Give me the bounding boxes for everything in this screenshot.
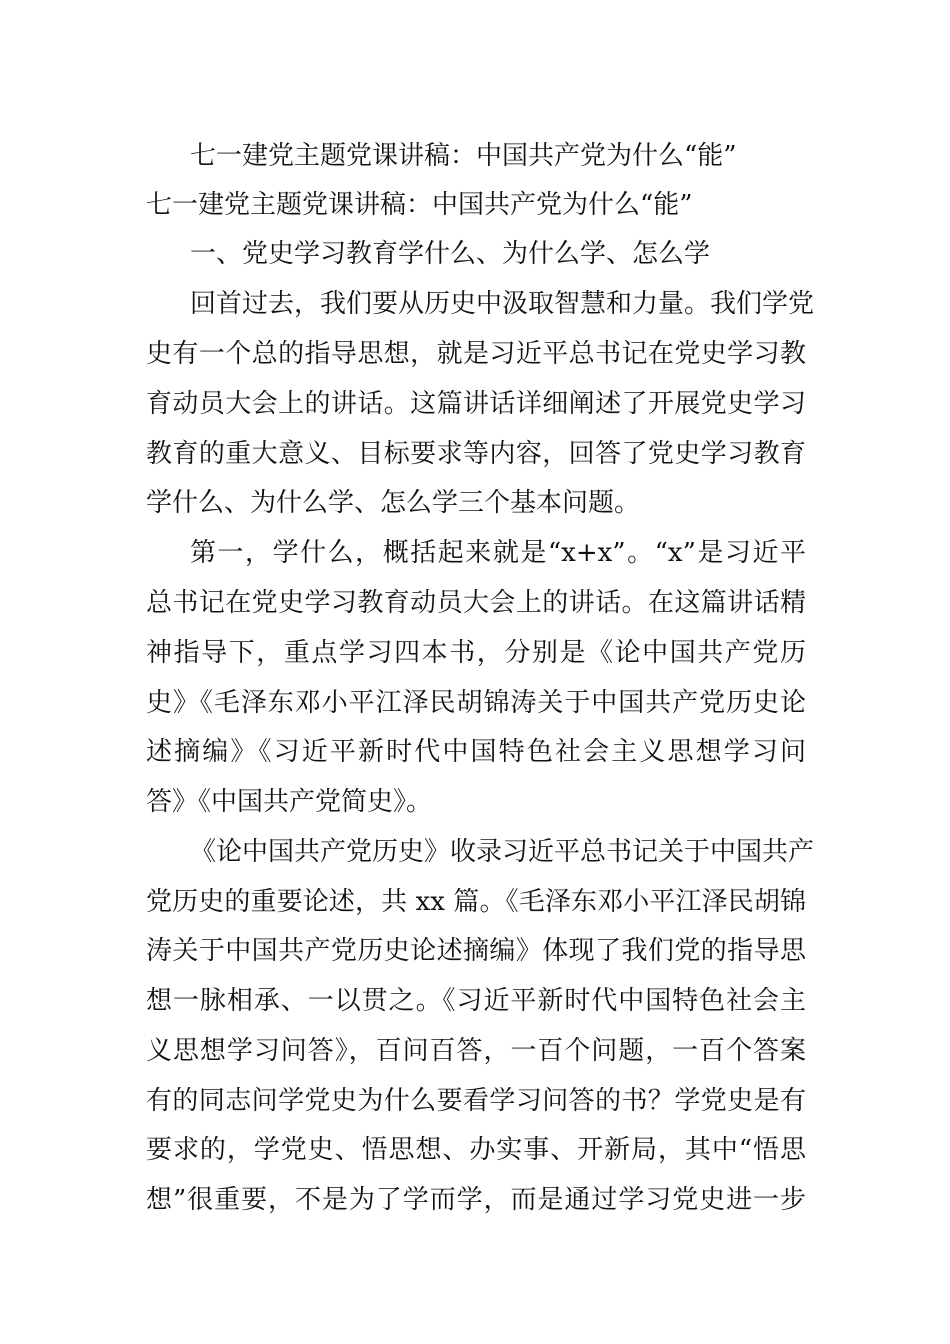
paragraph-line: 育动员大会上的讲话。这篇讲话详细阐述了开展党史学习 [146, 389, 806, 419]
document-title: 七一建党主题党课讲稿：中国共产党为什么“能” [190, 141, 737, 171]
paragraph-line: 神指导下，重点学习四本书，分别是《论中国共产党历 [146, 638, 806, 668]
paragraph-line: 答》《中国共产党简史》。 [146, 787, 433, 817]
paragraph-line: 学什么、为什么学、怎么学三个基本问题。 [146, 488, 641, 518]
paragraph-line: 史》《毛泽东邓小平江泽民胡锦涛关于中国共产党历史论 [146, 688, 806, 718]
paragraph-line: 《论中国共产党历史》收录习近平总书记关于中国共产 [190, 837, 815, 867]
paragraph-line: 教育的重大意义、目标要求等内容，回答了党史学习教育 [146, 439, 806, 469]
paragraph-line: 第一，学什么，概括起来就是“x+x”。“x”是习近平 [190, 538, 806, 568]
document-subtitle: 七一建党主题党课讲稿：中国共产党为什么“能” [146, 190, 693, 220]
paragraph-line: 史有一个总的指导思想，就是习近平总书记在党史学习教 [146, 339, 806, 369]
paragraph-line: 要求的，学党史、悟思想、办实事、开新局，其中“悟思 [146, 1135, 806, 1165]
paragraph-line: 想一脉相承、一以贯之。《习近平新时代中国特色社会主 [146, 986, 806, 1016]
paragraph-line: 党历史的重要论述，共 xx 篇。《毛泽东邓小平江泽民胡锦 [146, 887, 806, 917]
paragraph-line: 想”很重要，不是为了学而学，而是通过学习党史进一步 [146, 1185, 806, 1215]
paragraph-line: 涛关于中国共产党历史论述摘编》体现了我们党的指导思 [146, 936, 806, 966]
paragraph-line: 义思想学习问答》，百问百答，一百个问题，一百个答案 [146, 1036, 806, 1066]
paragraph-line: 回首过去，我们要从历史中汲取智慧和力量。我们学党 [190, 289, 815, 319]
section-heading: 一、党史学习教育学什么、为什么学、怎么学 [190, 239, 711, 269]
paragraph-line: 有的同志问学党史为什么要看学习问答的书？学党史是有 [146, 1086, 806, 1116]
paragraph-line: 述摘编》《习近平新时代中国特色社会主义思想学习问 [146, 737, 806, 767]
paragraph-line: 总书记在党史学习教育动员大会上的讲话。在这篇讲话精 [146, 588, 806, 618]
